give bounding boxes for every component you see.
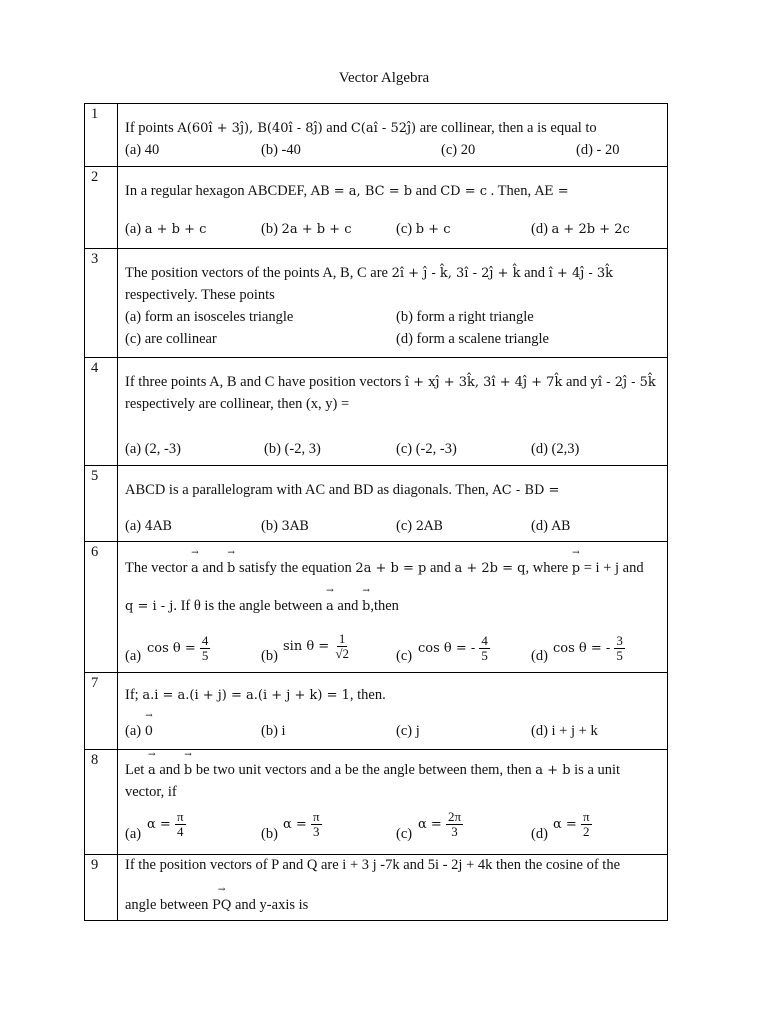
question-text: and — [565, 374, 587, 390]
option-d[interactable]: (d) (2,3) — [531, 441, 580, 457]
question-text: and — [337, 598, 359, 614]
math-expression: q = i - j — [125, 599, 174, 614]
question-body — [118, 466, 668, 542]
option-c[interactable]: (c) j — [396, 723, 420, 739]
option-d[interactable]: (d) — [531, 221, 548, 237]
option-expression: → 0 — [145, 724, 153, 739]
option-expression: α = $\frac{2\pi}{3}$ — [418, 809, 462, 839]
question-text: respectively. These points — [125, 287, 275, 303]
questions-table — [84, 103, 668, 921]
question-row — [85, 167, 668, 249]
option-d[interactable]: (d) — [531, 648, 548, 664]
question-text: satisfy the equation — [238, 560, 352, 576]
option-expression: 2a + b + c — [281, 222, 352, 237]
math-expression: 2î + ĵ - k̂, 3î - 2ĵ + k̂ — [391, 266, 521, 281]
option-b[interactable]: (b) (-2, 3) — [264, 441, 321, 457]
option-c[interactable]: (c) — [396, 221, 413, 237]
question-row — [85, 855, 668, 921]
option-b[interactable]: (b) i — [261, 723, 286, 739]
vector-b-symbol: → b — [362, 599, 370, 614]
question-text: The position vectors of the points A, B, C are — [125, 265, 388, 281]
option-expression: cos θ = - $\frac{4}{5}$ — [418, 633, 488, 663]
option-d[interactable]: (d) — [531, 826, 548, 842]
option-c[interactable]: (c) 20 — [441, 142, 476, 158]
question-text: and — [524, 265, 546, 281]
option-a[interactable]: (a) — [125, 648, 142, 664]
option-a[interactable]: (a) 40 — [125, 142, 160, 158]
option-a[interactable]: (a) form an isosceles triangle — [125, 309, 294, 325]
math-expression: AE = — [534, 184, 569, 199]
question-text: is a unit — [574, 762, 621, 778]
question-number: 4 — [85, 358, 118, 466]
option-d[interactable]: (d) form a scalene triangle — [396, 331, 549, 347]
option-c[interactable]: (c) are collinear — [125, 331, 217, 347]
math-expression: AC - BD = — [492, 483, 560, 498]
math-expression: a.i = a.(i + j) = a.(i + j + k) = 1 — [142, 688, 350, 703]
option-b[interactable]: (b) — [261, 221, 278, 237]
page-title: Vector Algebra — [338, 70, 430, 86]
option-expression: α = $\frac{\pi}{3}$ — [283, 809, 320, 839]
question-text: , then. — [349, 687, 386, 703]
question-body — [118, 673, 668, 750]
question-number: 2 — [85, 167, 118, 249]
question-body — [118, 855, 668, 921]
option-d[interactable]: (d) - 20 — [576, 142, 620, 158]
vector-a-symbol: → a — [148, 763, 156, 778]
question-text: respectively are collinear, then (x, y) = — [125, 396, 350, 412]
question-text: are collinear, then a is equal to — [419, 120, 597, 136]
question-text: vector, if — [125, 784, 177, 800]
question-text: angle between — [125, 897, 209, 913]
question-number: 8 — [85, 750, 118, 855]
question-text: and — [415, 183, 437, 199]
option-expression: 3AB — [281, 519, 309, 534]
option-a[interactable]: (a) (2, -3) — [125, 441, 181, 457]
option-expression: b + c — [415, 222, 451, 237]
option-expression: α = $\frac{\pi}{2}$ — [553, 809, 590, 839]
option-expression: cos θ = - $\frac{3}{5}$ — [553, 633, 623, 663]
option-a[interactable]: (a) — [125, 221, 142, 237]
option-expression: a + b + c — [144, 222, 207, 237]
question-text: If the position vectors of P and Q are i + 3 j -7k and 5i - 2j + 4k then the cosine of the — [125, 857, 621, 873]
question-body — [118, 249, 668, 358]
option-expression: a + 2b + 2c — [551, 222, 630, 237]
question-row — [85, 358, 668, 466]
vector-a-symbol: → a — [326, 599, 334, 614]
question-number: 7 — [85, 673, 118, 750]
question-number: 3 — [85, 249, 118, 358]
question-body — [118, 358, 668, 466]
question-body — [118, 750, 668, 855]
vector-b-symbol: → b — [184, 763, 192, 778]
math-expression: a + 2b = q — [454, 561, 526, 576]
option-expression: 4AB — [144, 519, 172, 534]
option-a[interactable]: (a) — [125, 723, 142, 739]
option-c[interactable]: (c) — [396, 826, 413, 842]
question-text: and — [202, 560, 224, 576]
option-expression: AB — [551, 519, 571, 534]
math-expression: C(aî - 52ĵ) — [350, 121, 417, 136]
option-d[interactable]: (d) — [531, 518, 548, 534]
question-text: If three points A, B and C have position vectors — [125, 374, 402, 390]
question-row — [85, 466, 668, 542]
question-text: and — [159, 762, 181, 778]
question-text: be two unit vectors and a be the angle between them, then — [195, 762, 532, 778]
option-b[interactable]: (b) — [261, 648, 278, 664]
question-text: The vector — [125, 560, 188, 576]
option-b[interactable]: (b) — [261, 826, 278, 842]
question-row — [85, 673, 668, 750]
math-expression: → PQ — [212, 898, 231, 913]
question-body — [118, 167, 668, 249]
option-d[interactable]: (d) i + j + k — [531, 723, 598, 739]
question-text: If points — [125, 120, 174, 136]
question-row — [85, 249, 668, 358]
math-expression: CD = c — [440, 184, 488, 199]
question-text: . If θ is the angle between — [173, 598, 323, 614]
math-expression: yî - 2ĵ - 5k̂ — [590, 375, 656, 390]
option-b[interactable]: (b) — [261, 518, 278, 534]
vector-b-symbol: → b — [227, 561, 235, 576]
question-number: 5 — [85, 466, 118, 542]
math-expression: î + 4ĵ - 3k̂ — [548, 266, 614, 281]
math-expression: AB = a, BC = b — [310, 184, 413, 199]
question-text: and — [326, 120, 348, 136]
question-text: and y-axis is — [235, 897, 309, 913]
question-text: ABCD is a parallelogram with AC and BD as diagonals. Then, — [125, 482, 489, 498]
option-a[interactable]: (a) — [125, 518, 142, 534]
math-expression: 2a + b = p — [355, 561, 427, 576]
question-body — [118, 104, 668, 167]
question-text: ,then — [370, 598, 399, 614]
question-number: 6 — [85, 542, 118, 673]
option-c[interactable]: (c) — [396, 648, 413, 664]
question-text: If; — [125, 687, 139, 703]
math-expression: a + b — [535, 763, 571, 778]
option-a[interactable]: (a) — [125, 826, 142, 842]
question-text: Let — [125, 762, 145, 778]
option-expression: sin θ = $\frac{1}{√2}$ — [283, 631, 349, 661]
question-text: and — [429, 560, 451, 576]
option-b[interactable]: (b) -40 — [261, 142, 301, 158]
math-expression: î + xĵ + 3k̂, 3î + 4ĵ + 7k̂ — [404, 375, 563, 390]
option-expression: α = $\frac{\pi}{4}$ — [147, 809, 184, 839]
question-number: 9 — [85, 855, 118, 921]
option-b[interactable]: (b) form a right triangle — [396, 309, 534, 325]
question-row — [85, 750, 668, 855]
question-text: In a regular hexagon ABCDEF, — [125, 183, 308, 199]
question-body — [118, 542, 668, 673]
vector-p-symbol: → p — [572, 561, 580, 576]
option-expression: 2AB — [415, 519, 443, 534]
math-expression: A(60î + 3ĵ), B(40î - 8ĵ) — [177, 121, 323, 136]
question-text: , where — [525, 560, 569, 576]
question-text: . Then, — [490, 183, 532, 199]
option-c[interactable]: (c) — [396, 518, 413, 534]
option-expression: cos θ = $\frac{4}{5}$ — [147, 633, 209, 663]
question-row — [85, 542, 668, 673]
question-text: = i + j and — [583, 560, 644, 576]
vector-a-symbol: → a — [191, 561, 199, 576]
option-c[interactable]: (c) (-2, -3) — [396, 441, 457, 457]
question-row — [85, 104, 668, 167]
question-number: 1 — [85, 104, 118, 167]
